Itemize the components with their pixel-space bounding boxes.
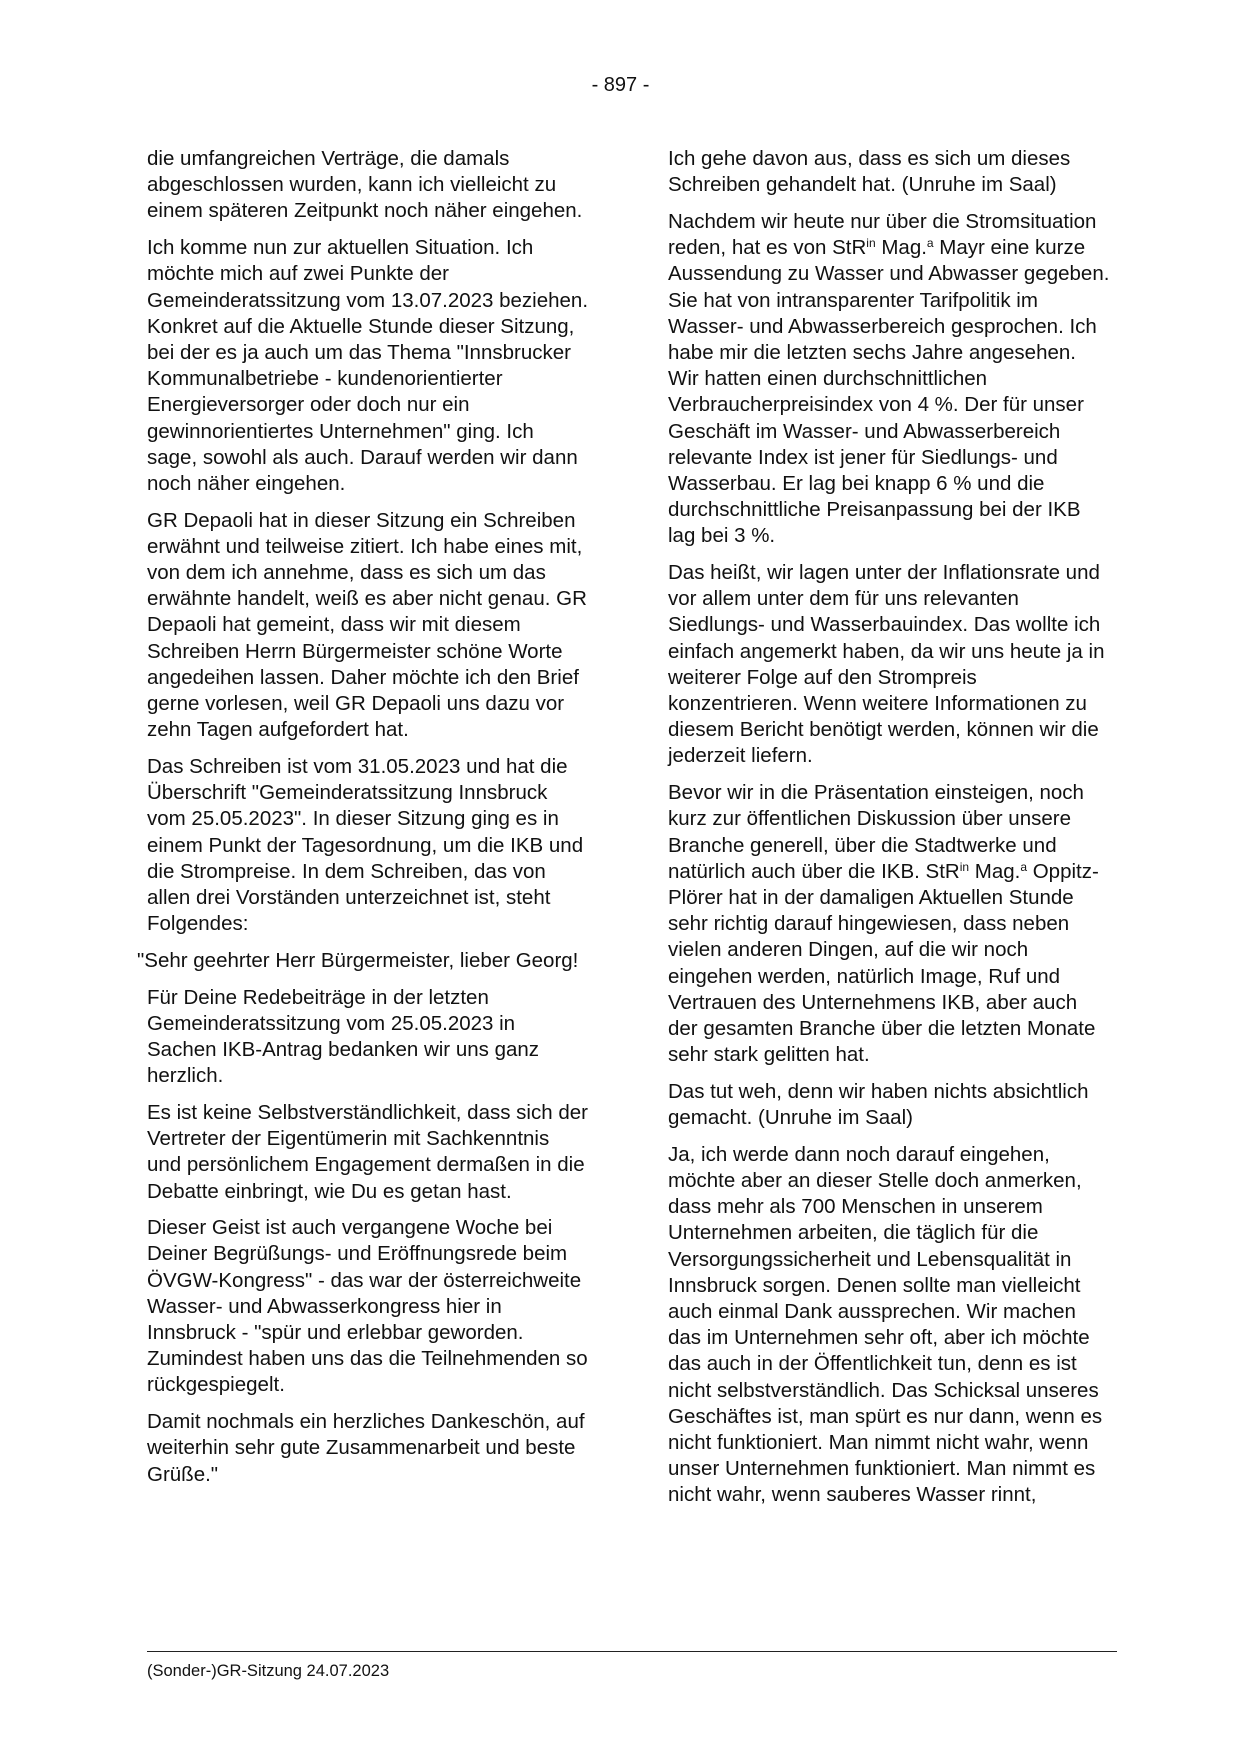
letter-salutation: "Sehr geehrter Herr Bürgermeister, lieber Georg! xyxy=(137,948,579,972)
paragraph: Damit nochmals ein herzliches Dankeschön, auf weiterhin sehr gute Zusammenarbeit und beste Grüße." xyxy=(147,1410,585,1486)
right-column xyxy=(668,146,1110,1519)
superscript: a xyxy=(926,236,934,251)
paragraph: Das tut weh, denn wir haben nichts absichtlich gemacht. (Unruhe im Saal) xyxy=(668,1079,1089,1130)
text-segment: Oppitz-Plörer hat in der damaligen Aktuellen Stunde sehr richtig darauf hingewiesen, dass neben vielen anderen Dingen, auf die wir noch eingehen werden, natürlich Image, Ruf und Vertrauen des Unternehmens IKB, aber auch der gesamten Branche über die letzten Monate sehr stark gelitten hat. xyxy=(668,859,1099,1067)
text-segment: Nachdem wir heute nur über die Stromsituation reden, hat es von StR xyxy=(668,209,1097,260)
paragraph: die umfangreichen Verträge, die damals abgeschlossen wurden, kann ich vielleicht zu einem späteren Zeitpunkt noch näher eingehen. xyxy=(147,147,583,223)
paragraph: Für Deine Redebeiträge in der letzten Gemeinderatssitzung vom 25.05.2023 in Sachen IKB-Antrag bedanken wir uns ganz herzlich. xyxy=(147,985,540,1088)
superscript: in xyxy=(866,236,876,251)
paragraph: Es ist keine Selbstverständlichkeit, dass sich der Vertreter der Eigentümerin mit Sachkenntnis und persönlichem Engagement dermaßen in die Debatte einbringt, wie Du es getan hast. xyxy=(147,1100,588,1203)
paragraph: Das Schreiben ist vom 31.05.2023 und hat die Überschrift "Gemeinderatssitzung Innsbruck vom 25.05.2023". In dieser Sitzung ging es in einem Punkt der Tagesordnung, um die IKB und die Strompreise. In dem Schreiben, das von allen drei Vorständen unterzeichnet ist, steht Folgendes: xyxy=(147,754,584,936)
text-segment: Bevor wir in die Präsentation einsteigen, noch kurz zur öffentlichen Diskussion über unsere Branche generell, über die Stadtwerke und natürlich auch über die IKB. StR xyxy=(668,781,1084,883)
page-number: - 897 - xyxy=(591,74,650,96)
paragraph: Das heißt, wir lagen unter der Inflationsrate und vor allem unter dem für uns relevanten Siedlungs- und Wasserbauindex. Das wollte ich einfach angemerkt haben, da wir uns heute ja in weiterer Folge auf den Strompreis konzentrieren. Wenn weitere Informationen zu diesem Bericht benötigt werden, können wir die jederzeit liefern. xyxy=(668,561,1105,768)
paragraph: Dieser Geist ist auch vergangene Woche bei Deiner Begrüßungs- und Eröffnungsrede beim ÖVGW-Kongress" - das war der österreichweite Wasser- und Abwasserkongress hier in Innsbruck - "spür und erlebbar geworden. Zumindest haben uns das die Teilnehmenden so rückgespiegelt. xyxy=(147,1216,588,1397)
paragraph xyxy=(668,209,1110,550)
superscript: in xyxy=(959,859,970,874)
text-segment: Mag. xyxy=(875,236,927,260)
paragraph: Ich komme nun zur aktuellen Situation. Ich möchte mich auf zwei Punkte der Gemeinderatssitzung vom 13.07.2023 beziehen. Konkret auf die Aktuelle Stunde dieser Sitzung, bei der es ja auch um das Thema "Innsbrucker Kommunalbetriebe - kundenorientierter Energieversorger oder doch nur ein gewinnorientiertes Unternehmen" ging. Ich sage, sowohl als auch. Darauf werden wir dann noch näher eingehen. xyxy=(147,236,589,495)
paragraph: GR Depaoli hat in dieser Sitzung ein Schreiben erwähnt und teilweise zitiert. Ich habe eines mit, von dem ich annehme, dass es sich um das erwähnte handelt, weiß es aber nicht genau. GR Depaoli hat gemeint, dass wir mit diesem Schreiben Herrn Bürgermeister schöne Worte angedeihen lassen. Daher möchte ich den Brief gerne vorlesen, weil GR Depaoli uns dazu vor zehn Tagen aufgefordert hat. xyxy=(147,508,587,742)
paragraph: Ja, ich werde dann noch darauf eingehen, möchte aber an dieser Stelle doch anmerken, dass mehr als 700 Menschen in unserem Unternehmen arbeiten, die täglich für die Versorgungssicherheit und Lebensqualität in Innsbruck sorgen. Denen sollte man vielleicht auch einmal Dank aussprechen. Wir machen das im Unternehmen sehr oft, aber ich möchte das auch in der Öffentlichkeit tun, denn es ist nicht selbstverständlich. Das Schicksal unseres Geschäftes ist, man spürt es nur dann, wenn es nicht funktioniert. Man nimmt nicht wahr, wenn unser Unternehmen funktioniert. Man nimmt es nicht wahr, wenn sauberes Wasser rinnt, xyxy=(668,1142,1103,1507)
footer-divider xyxy=(147,1651,1117,1652)
text-segment: Mayr eine kurze Aussendung zu Wasser und Abwasser gegeben. Sie hat von intransparenter Tarifpolitik im Wasser- und Abwasserbereich gesprochen. Ich habe mir die letzten sechs Jahre angesehen. Wir hatten einen durchschnittlichen Verbraucherpreisindex von 4 %. Der für unser Geschäft im Wasser- und Abwasserbereich relevante Index ist jener für Siedlungs- und Wasserbau. Er lag bei knapp 6 % und die durchschnittliche Preisanpassung bei der IKB lag bei 3 %. xyxy=(668,236,1110,548)
paragraph: Ich gehe davon aus, dass es sich um dieses Schreiben gehandelt hat. (Unruhe im Saal) xyxy=(668,147,1071,197)
footer-text: (Sonder-)GR-Sitzung 24.07.2023 xyxy=(147,1662,390,1680)
text-segment: Mag. xyxy=(969,859,1021,883)
paragraph xyxy=(668,780,1110,1068)
left-column xyxy=(137,146,589,1498)
superscript: a xyxy=(1020,859,1028,874)
